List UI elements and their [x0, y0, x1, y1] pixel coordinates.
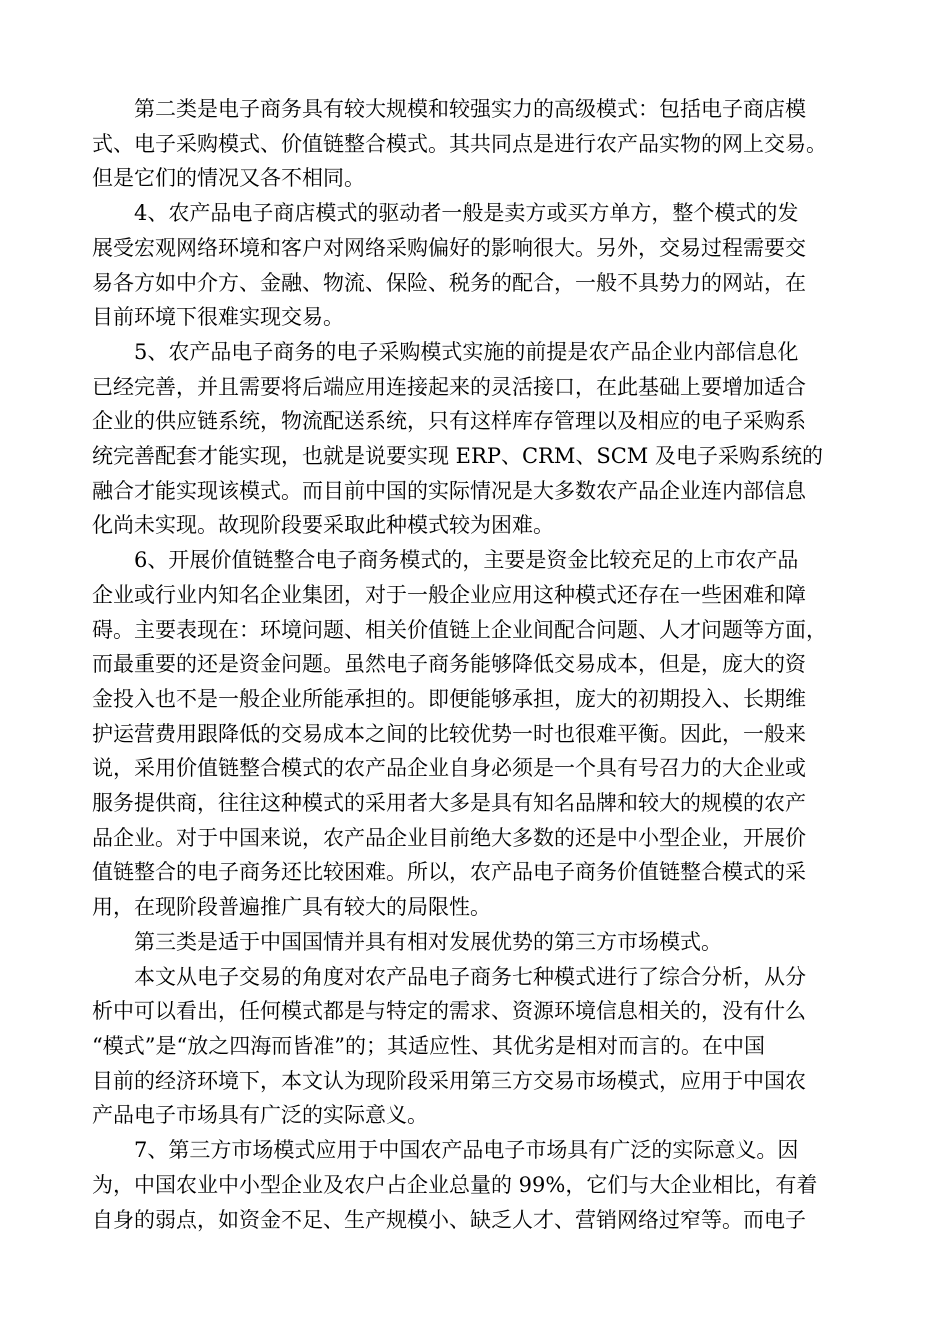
paragraph-point-6: 6、开展价值链整合电子商务模式的，主要是资金比较充足的上市农产品 企业或行业内知名企业集团，对于一般企业应用这种模式还存在一些困难和障 碍。主要表现在：环境问题、相关价值链上企业间配合问题、人才问题等方面， 而最重要的还是资金问题。虽然电子商务能够降低交易成本，但是，庞大的资 金投入也不是一般企业所能承担的。即便能够承担，庞大的初期投入、长期维 护运营费用跟降低的交易成本之间的比较优势一时也很难平衡。因此，一般来 说，采用价值链整合模式的农产品企业自身必须是一个具有号召力的大企业或 服务提供商，往往这种模式的采用者大多是具有知名品牌和较大的规模的农产 品企业。对于中国来说，农产品企业目前绝大多数的还是中小型企业，开展价 值链整合的电子商务还比较困难。所以，农产品电子商务价值链整合模式的采 用，在现阶段普遍推广具有较大的局限性。 — [92, 548, 827, 920]
paragraph-analysis: 本文从电子交易的角度对农产品电子商务七种模式进行了综合分析，从分 析中可以看出，任何模式都是与特定的需求、资源环境信息相关的，没有什么 “模式”是“放之四海而皆准”的；其适应性、其优劣是相对而言的。在中国 目前的经济环境下，本文认为现阶段采用第三方交易市场模式，应用于中国农 产品电子市场具有广泛的实际意义。 — [92, 964, 806, 1128]
paragraph-point-5: 5、农产品电子商务的电子采购模式实施的前提是农产品企业内部信息化 已经完善，并且需要将后端应用连接起来的灵活接口，在此基础上要增加适合 企业的供应链系统，物流配送系统，只有这样库存管理以及相应的电子采购系 统完善配套才能实现，也就是说要实现 ERP、CRM、SCM 及电子采购系统的 融合才能实现该模式。而目前中国的实际情况是大多数农产品企业连内部信息 化尚未实现。故现阶段要采取此种模式较为困难。 — [92, 339, 823, 538]
document-page — [92, 92, 866, 1237]
paragraph-point-4: 4、农产品电子商店模式的驱动者一般是卖方或买方单方，整个模式的发 展受宏观网络环境和客户对网络采购偏好的影响很大。另外，交易过程需要交 易各方如中介方、金融、物流、保险、税务的配合，一般不具势力的网站，在 目前环境下很难实现交易。 — [92, 201, 806, 330]
paragraph-category-three: 第三类是适于中国国情并具有相对发展优势的第三方市场模式。 — [134, 929, 722, 954]
paragraph-category-two: 第二类是电子商务具有较大规模和较强实力的高级模式：包括电子商店模 式、电子采购模式、价值链整合模式。其共同点是进行农产品实物的网上交易。 但是它们的情况又各不相同。 — [92, 97, 827, 191]
paragraph-point-7: 7、第三方市场模式应用于中国农产品电子市场具有广泛的实际意义。因 为，中国农业中小型企业及农户占企业总量的 99%，它们与大企业相比，有着 自身的弱点，如资金不足、生产规模小、缺乏人才、营销网络过窄等。而电子 — [92, 1138, 818, 1232]
